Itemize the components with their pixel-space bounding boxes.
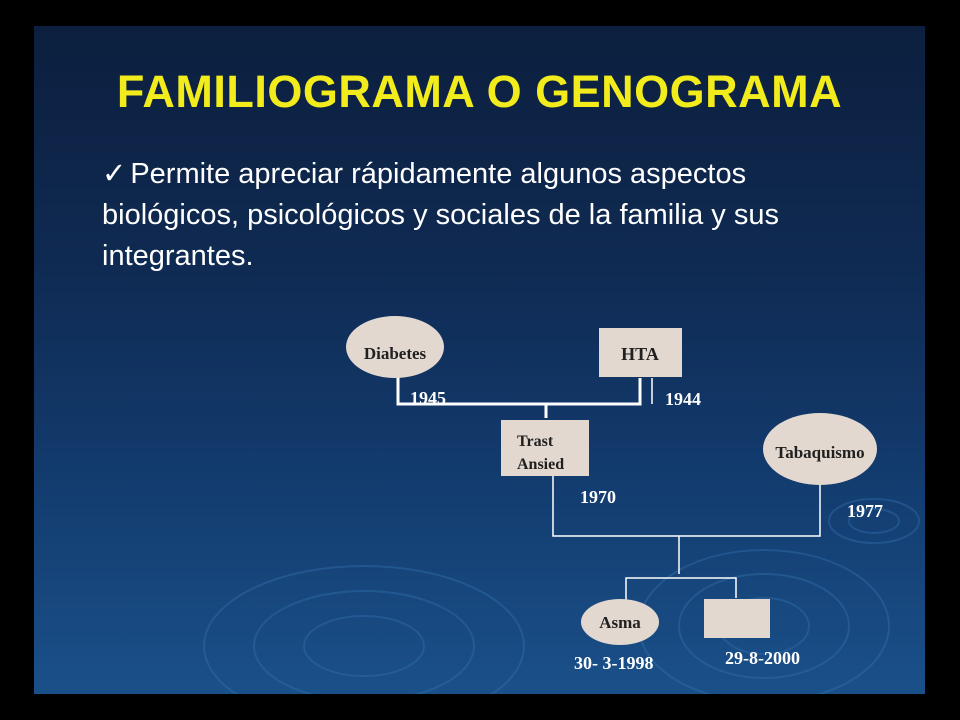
father-node [501, 420, 616, 507]
slide [34, 26, 925, 694]
daughter-date: 30- 3-1998 [574, 653, 654, 673]
bullet-text: Permite apreciar rápidamente algunos aspectos biológicos, psicológicos y sociales de la familia y sus integrantes. [102, 158, 779, 272]
grandmother-label: Diabetes [363, 344, 427, 363]
father-label-line2: Ansied [517, 456, 565, 473]
grandfather-label: HTA [621, 344, 659, 364]
slide-title: FAMILIOGRAMA O GENOGRAMA [116, 66, 843, 117]
grandmother-node [346, 316, 446, 408]
daughter-node [574, 599, 659, 673]
grandfather-node [599, 328, 701, 409]
genogram [34, 26, 925, 694]
checkmark-icon: ✓ [102, 158, 127, 190]
mother-label: Tabaquismo [775, 443, 865, 462]
father-year: 1970 [580, 487, 616, 507]
daughter-label: Asma [599, 613, 641, 632]
grandfather-year: 1944 [665, 389, 701, 409]
grandmother-year: 1945 [410, 388, 446, 408]
son-date: 29-8-2000 [725, 648, 800, 668]
father-label-line1: Trast [517, 433, 554, 450]
mother-node [763, 413, 883, 521]
mother-year: 1977 [847, 501, 883, 521]
son-node [704, 599, 800, 668]
